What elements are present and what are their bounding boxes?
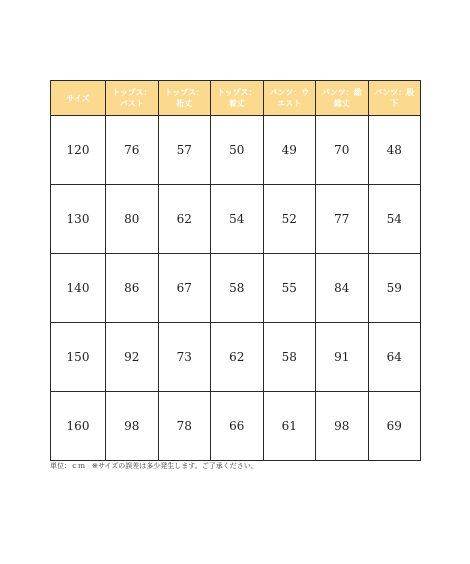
header-pants-waist: パンツ：ウ エスト <box>263 81 316 116</box>
table-cell: 49 <box>263 116 316 185</box>
table-cell: 98 <box>106 392 159 461</box>
header-tops-sleeve: トップス： 裄丈 <box>158 81 211 116</box>
table-cell: 50 <box>211 116 264 185</box>
header-pants-inseam: パンツ：股 下 <box>368 81 421 116</box>
table-cell: 76 <box>106 116 159 185</box>
table-cell: 70 <box>316 116 369 185</box>
table-cell: 160 <box>51 392 106 461</box>
table-cell: 61 <box>263 392 316 461</box>
table-cell: 62 <box>158 185 211 254</box>
table-cell: 73 <box>158 323 211 392</box>
table-cell: 80 <box>106 185 159 254</box>
size-table <box>50 80 421 461</box>
table-cell: 98 <box>316 392 369 461</box>
table-cell: 67 <box>158 254 211 323</box>
table-cell: 140 <box>51 254 106 323</box>
header-tops-length: トップス： 着丈 <box>211 81 264 116</box>
table-cell: 52 <box>263 185 316 254</box>
table-cell: 59 <box>368 254 421 323</box>
table-cell: 48 <box>368 116 421 185</box>
table-cell: 57 <box>158 116 211 185</box>
table-cell: 64 <box>368 323 421 392</box>
table-cell: 91 <box>316 323 369 392</box>
table-cell: 77 <box>316 185 369 254</box>
table-cell: 130 <box>51 185 106 254</box>
table-cell: 58 <box>263 323 316 392</box>
header-pants-total-length: パンツ：総 総丈 <box>316 81 369 116</box>
table-cell: 58 <box>211 254 264 323</box>
table-cell: 86 <box>106 254 159 323</box>
table-cell: 78 <box>158 392 211 461</box>
table-row <box>51 185 421 254</box>
table-cell: 84 <box>316 254 369 323</box>
table-cell: 54 <box>211 185 264 254</box>
header-row <box>51 81 421 116</box>
table-cell: 120 <box>51 116 106 185</box>
table-row <box>51 392 421 461</box>
table-cell: 54 <box>368 185 421 254</box>
table-cell: 62 <box>211 323 264 392</box>
header-size: サイズ <box>51 81 106 116</box>
table-row <box>51 254 421 323</box>
table-cell: 55 <box>263 254 316 323</box>
table-cell: 66 <box>211 392 264 461</box>
header-tops-bust: トップス： バスト <box>106 81 159 116</box>
table-row <box>51 323 421 392</box>
table-row <box>51 116 421 185</box>
table-cell: 69 <box>368 392 421 461</box>
table-cell: 150 <box>51 323 106 392</box>
footnote: 単位：ｃｍ ※サイズの誤差は多少発生します。ご了承ください。 <box>50 462 258 470</box>
table-cell: 92 <box>106 323 159 392</box>
